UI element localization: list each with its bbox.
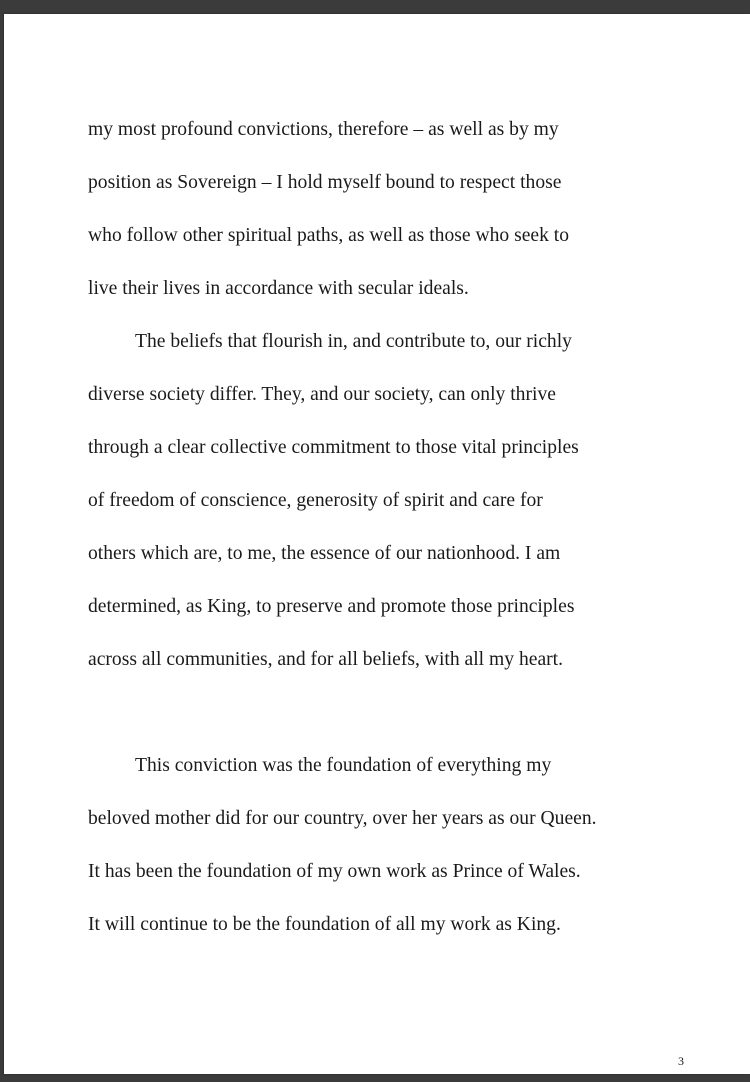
- text-line: This conviction was the foundation of everything my: [135, 755, 552, 776]
- text-line: beloved mother did for our country, over her years as our Queen.: [88, 808, 597, 829]
- text-line: It has been the foundation of my own work as Prince of Wales.: [88, 861, 581, 882]
- text-line: position as Sovereign – I hold myself bound to respect those: [88, 172, 562, 193]
- text-line: my most profound convictions, therefore – as well as by my: [88, 119, 559, 140]
- text-line: diverse society differ. They, and our society, can only thrive: [88, 384, 556, 405]
- text-line: live their lives in accordance with secular ideals.: [88, 278, 469, 299]
- text-line: through a clear collective commitment to those vital principles: [88, 437, 579, 458]
- text-line: determined, as King, to preserve and promote those principles: [88, 596, 575, 617]
- text-line: across all communities, and for all beliefs, with all my heart.: [88, 649, 564, 670]
- text-line: The beliefs that flourish in, and contribute to, our richly: [135, 331, 572, 352]
- text-line: who follow other spiritual paths, as well as those who seek to: [88, 225, 570, 246]
- document-page: [4, 14, 750, 1074]
- text-line: It will continue to be the foundation of all my work as King.: [88, 914, 561, 935]
- text-line: of freedom of conscience, generosity of spirit and care for: [88, 490, 543, 511]
- page-number: 3: [678, 1054, 684, 1068]
- text-line: others which are, to me, the essence of our nationhood. I am: [88, 543, 561, 564]
